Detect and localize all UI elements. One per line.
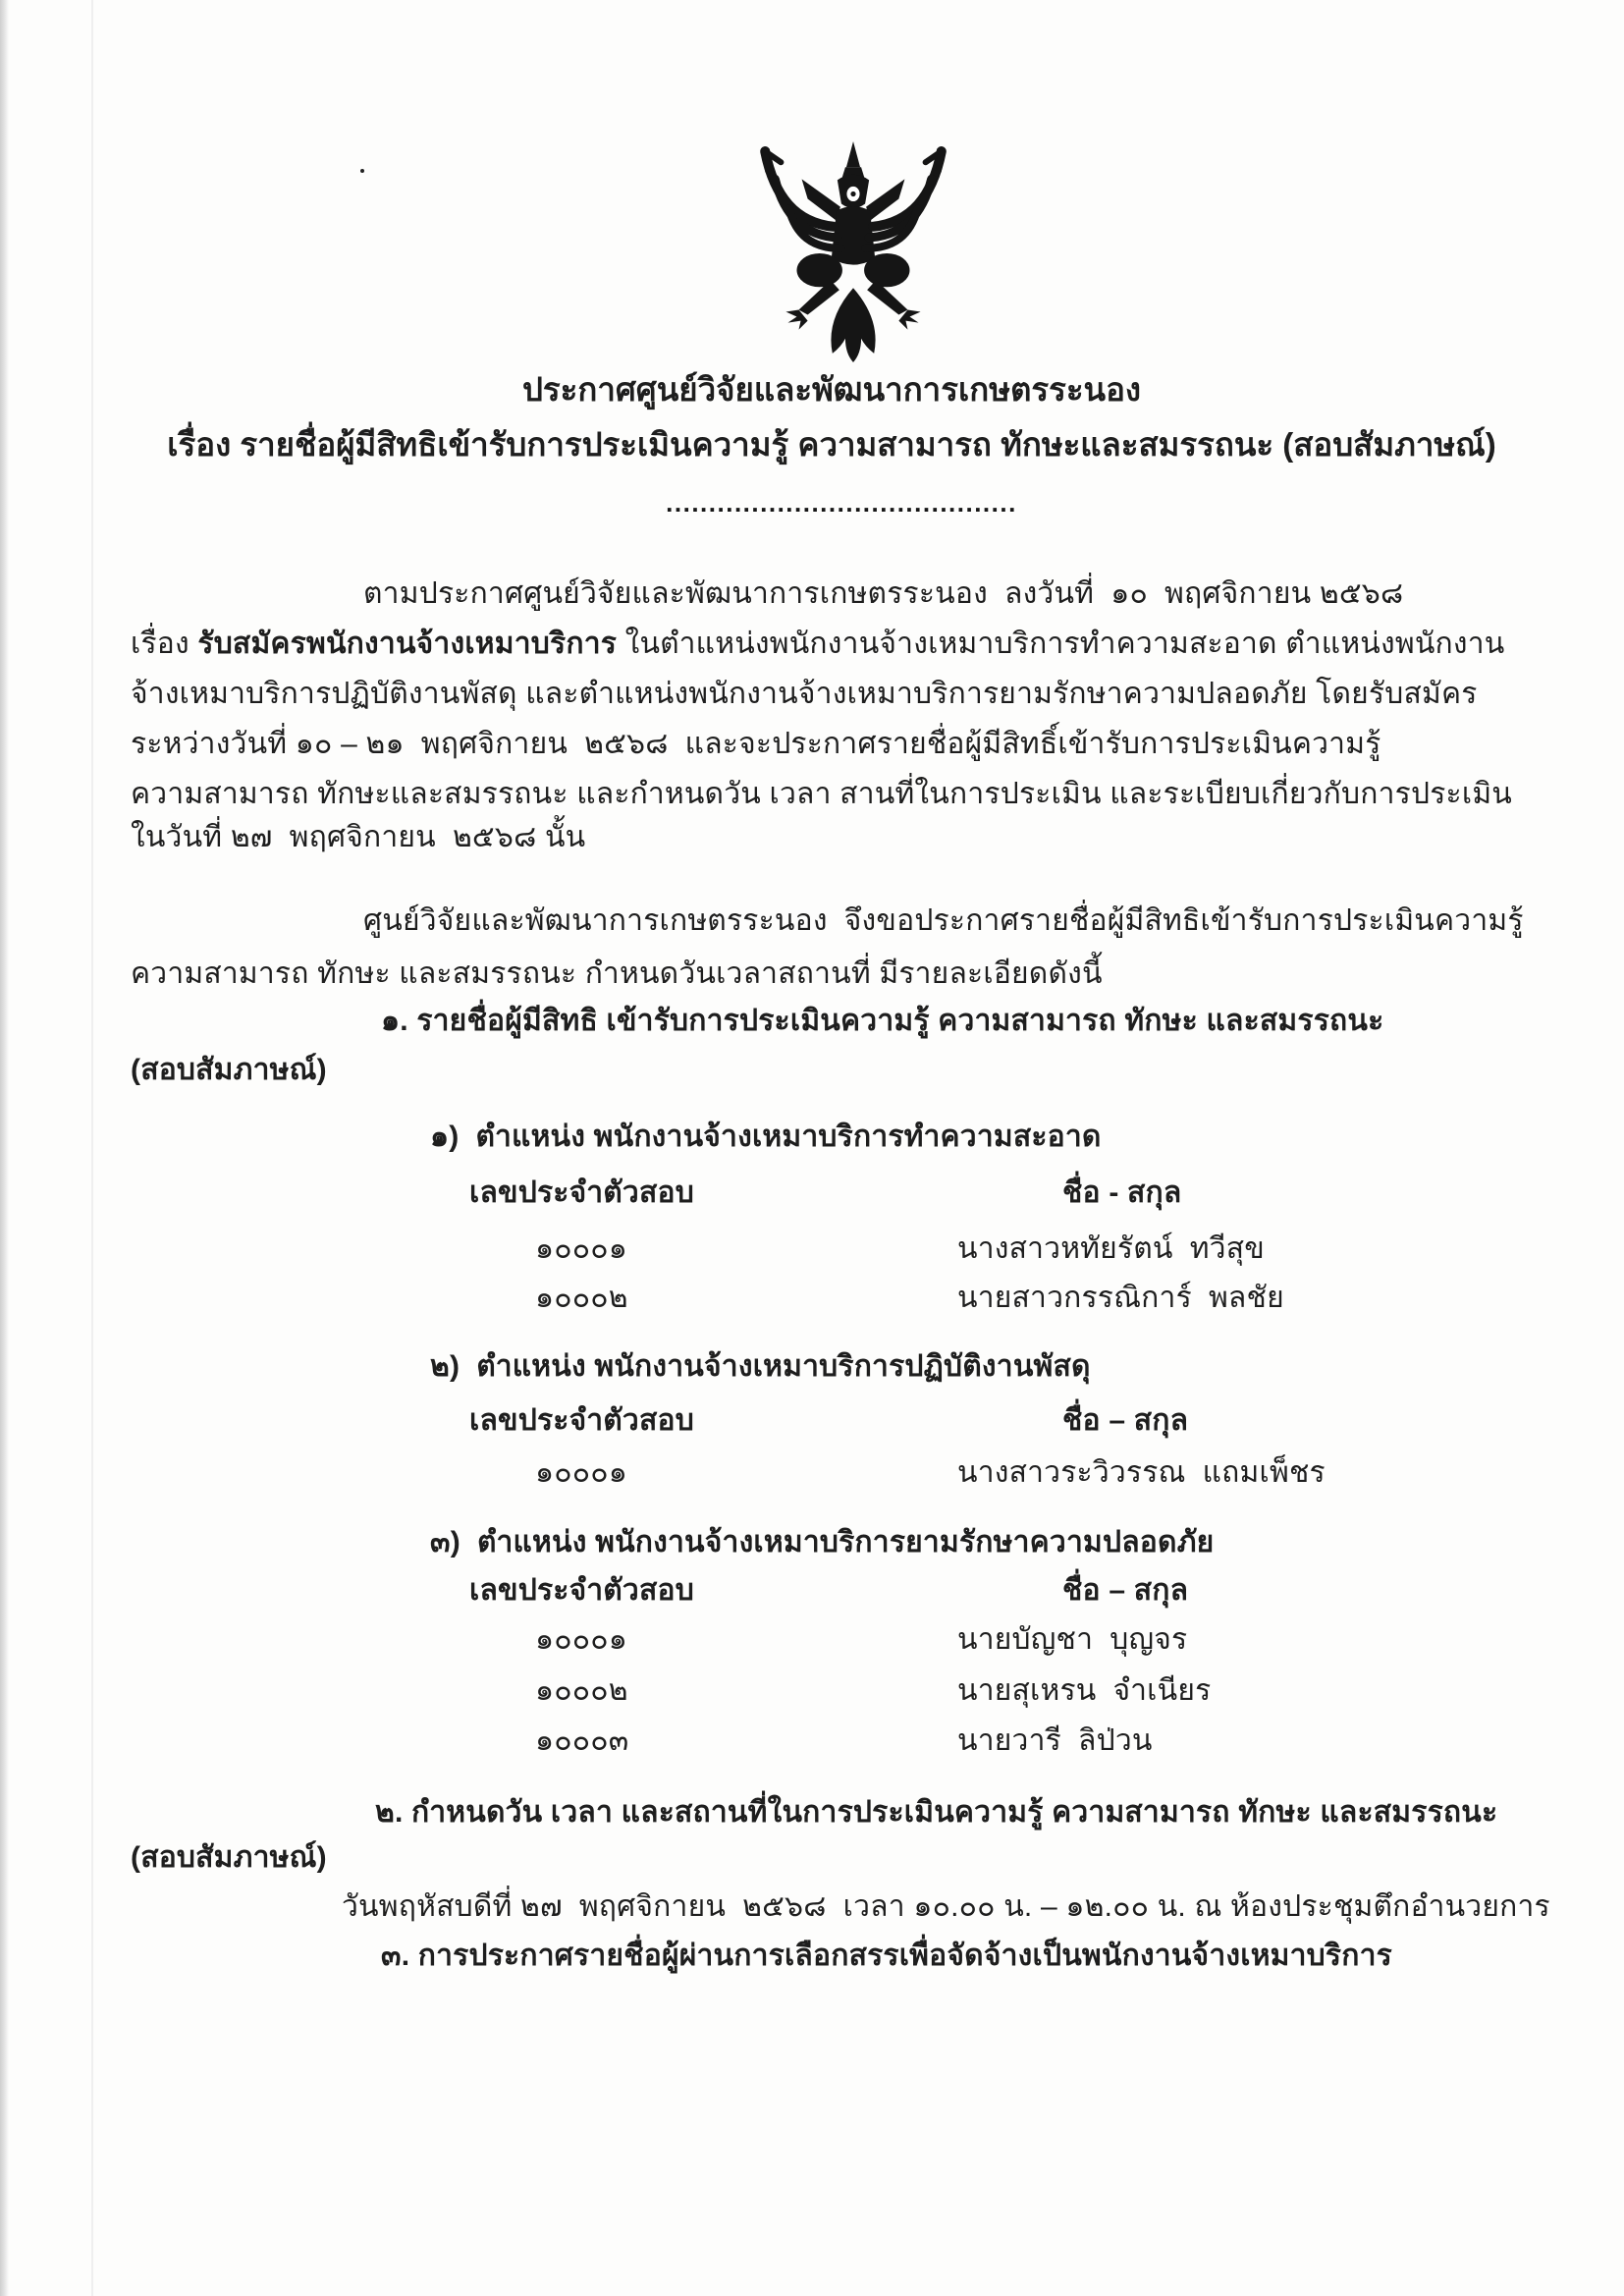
candidate-name: นางสาวระวิวรรณ แถมเพ็ชร <box>957 1456 1326 1489</box>
line2-prefix: เรื่อง <box>131 628 198 660</box>
intro-paragraph-line: ความสามารถ ทักษะและสมรรถนะ และกำหนดวัน เวลา สานที่ในการประเมิน และระเบียบเกี่ยวกับการประเมิน <box>131 778 1512 810</box>
document-subject: เรื่อง รายชื่อผู้มีสิทธิเข้ารับการประเมินความรู้ ความสามารถ ทักษะและสมรรถนะ (สอบสัมภาษณ์) <box>167 426 1496 463</box>
candidate-name: นายบัญชา บุญจร <box>957 1623 1188 1656</box>
document-title: ประกาศศูนย์วิจัยและพัฒนาการเกษตรระนอง <box>521 371 1142 408</box>
line2-bold-subject: รับสมัครพนักงานจ้างเหมาบริการ <box>197 628 618 660</box>
exam-number: ๑๐๐๐๒ <box>535 1282 628 1314</box>
scan-speck-artifact <box>360 169 364 173</box>
section-2-heading: ๒. กำหนดวัน เวลา และสถานที่ในการประเมินความรู้ ความสามารถ ทักษะ และสมรรถนะ <box>375 1796 1498 1829</box>
announce-paragraph-line: ศูนย์วิจัยและพัฒนาการเกษตรระนอง จึงขอประกาศรายชื่อผู้มีสิทธิเข้ารับการประเมินความรู้ <box>363 904 1524 937</box>
intro-paragraph-line: ระหว่างวันที่ ๑๐ – ๒๑ พฤศจิกายน ๒๕๖๘ และจะประกาศรายชื่อผู้มีสิทธิ์เข้ารับการประเมินความรู้ <box>131 728 1381 760</box>
candidate-name: นายสาวกรรณิการ์ พลชัย <box>957 1282 1284 1314</box>
exam-number: ๑๐๐๐๓ <box>535 1724 629 1757</box>
candidate-name: นายสุเหรน จำเนียร <box>957 1674 1212 1707</box>
scan-line-artifact <box>91 0 93 2296</box>
intro-paragraph-line: จ้างเหมาบริการปฏิบัติงานพัสดุ และตำแหน่งพนักงานจ้างเหมาบริการยามรักษาความปลอดภัย โดยรับสมัคร <box>131 678 1478 710</box>
intro-paragraph-line: ในวันที่ ๒๗ พฤศจิกายน ๒๕๖๘ นั้น <box>131 821 586 853</box>
scan-edge-artifact <box>0 0 9 2296</box>
name-column-header: ชื่อ – สกุล <box>1062 1574 1189 1607</box>
line2-suffix: ในตำแหน่งพนักงานจ้างเหมาบริการทำความสะอาด ตำแหน่งพนักงาน <box>617 628 1505 660</box>
intro-paragraph-line <box>131 625 1505 664</box>
intro-paragraph-line: ตามประกาศศูนย์วิจัยและพัฒนาการเกษตรระนอง ลงวันที่ ๑๐ พฤศจิกายน ๒๕๖๘ <box>363 577 1404 610</box>
exam-number-column-header: เลขประจำตัวสอบ <box>469 1404 694 1437</box>
position-1-title: ๑) ตำแหน่ง พนักงานจ้างเหมาบริการทำความสะอาด <box>430 1121 1102 1153</box>
section-1-heading: ๑. รายชื่อผู้มีสิทธิ เข้ารับการประเมินความรู้ ความสามารถ ทักษะ และสมรรถนะ <box>381 1005 1384 1037</box>
exam-number: ๑๐๐๐๑ <box>535 1456 628 1489</box>
section-1-heading-line2: (สอบสัมภาษณ์) <box>131 1054 327 1086</box>
exam-schedule: วันพฤหัสบดีที่ ๒๗ พฤศจิกายน ๒๕๖๘ เวลา ๑๐.๐๐ น. – ๑๒.๐๐ น. ณ ห้องประชุมตึกอำนวยการ <box>342 1890 1550 1923</box>
section-3-heading: ๓. การประกาศรายชื่อผู้ผ่านการเลือกสรรเพื่อจัดจ้างเป็นพนักงานจ้างเหมาบริการ <box>381 1940 1392 1972</box>
exam-number: ๑๐๐๐๑ <box>535 1623 628 1656</box>
exam-number-column-header: เลขประจำตัวสอบ <box>469 1176 694 1209</box>
exam-number: ๑๐๐๐๒ <box>535 1674 628 1707</box>
exam-number: ๑๐๐๐๑ <box>535 1232 628 1265</box>
announce-paragraph-line: ความสามารถ ทักษะ และสมรรถนะ กำหนดวันเวลาสถานที่ มีรายละเอียดดังนี้ <box>131 957 1103 990</box>
position-2-title: ๒) ตำแหน่ง พนักงานจ้างเหมาบริการปฏิบัติงานพัสดุ <box>430 1350 1091 1383</box>
divider-dots: ......................................... <box>666 488 1017 518</box>
name-column-header: ชื่อ – สกุล <box>1062 1404 1189 1437</box>
candidate-name: นางสาวหทัยรัตน์ ทวีสุข <box>957 1232 1265 1265</box>
name-column-header: ชื่อ - สกุล <box>1062 1176 1182 1209</box>
garuda-emblem <box>744 139 962 369</box>
section-2-heading-line2: (สอบสัมภาษณ์) <box>131 1841 327 1874</box>
position-3-title: ๓) ตำแหน่ง พนักงานจ้างเหมาบริการยามรักษาความปลอดภัย <box>430 1526 1215 1558</box>
exam-number-column-header: เลขประจำตัวสอบ <box>469 1574 694 1607</box>
candidate-name: นายวารี ลิป่วน <box>957 1724 1153 1757</box>
